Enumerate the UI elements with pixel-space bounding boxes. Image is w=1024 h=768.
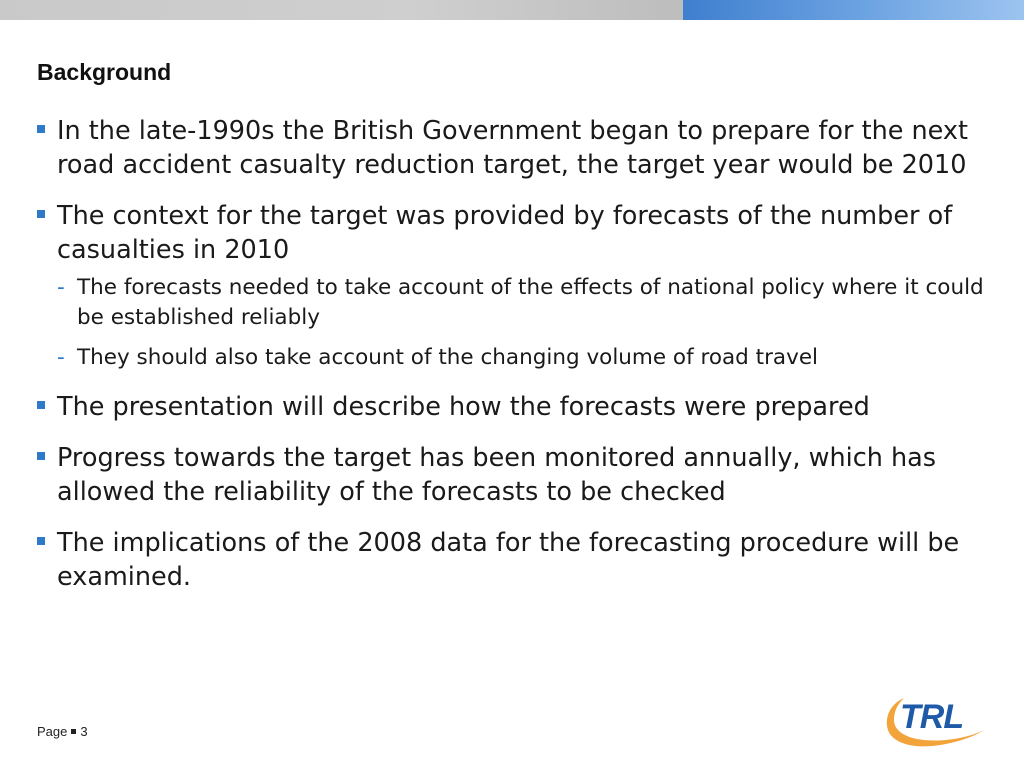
sub-bullet-text: The forecasts needed to take account of the effects of national policy where it could be established reliably [77,275,984,330]
square-bullet-icon [37,452,45,460]
sub-bullet-text: They should also take account of the changing volume of road travel [77,345,819,370]
page-label: Page [37,724,68,739]
bullet-item [37,390,997,424]
square-bullet-icon [37,210,45,218]
slide-title: Background [37,59,172,85]
bullet-list [37,114,997,611]
sub-bullet-item [57,273,997,333]
bullet-item [37,526,997,594]
sub-bullet-list [57,273,997,373]
trl-logo-icon [880,688,990,750]
bullet-text: The implications of the 2008 data for the forecasting procedure will be examined. [57,528,960,592]
top-bar-blue [683,0,1024,20]
bullet-item [37,114,997,182]
page-footer [37,724,88,739]
square-bullet-icon [37,537,45,545]
bullet-text: In the late-1990s the British Government began to prepare for the next road accident casualty reduction target, the target year would be 2010 [57,116,969,180]
square-bullet-icon [37,401,45,409]
page-number: 3 [80,724,88,739]
dash-bullet-icon: - [57,275,65,300]
logo-text: TRL [900,698,964,736]
square-bullet-icon [37,125,45,133]
bullet-item [37,199,997,373]
bullet-item [37,441,997,509]
bullet-text: Progress towards the target has been monitored annually, which has allowed the reliability of the forecasts to be checked [57,443,937,507]
dash-bullet-icon: - [57,345,65,370]
sub-bullet-item [57,343,997,373]
top-bar-gray [0,0,683,20]
bullet-text: The context for the target was provided by forecasts of the number of casualties in 2010 [57,201,953,265]
bullet-text: The presentation will describe how the forecasts were prepared [57,392,870,422]
separator-square-icon [71,729,76,734]
